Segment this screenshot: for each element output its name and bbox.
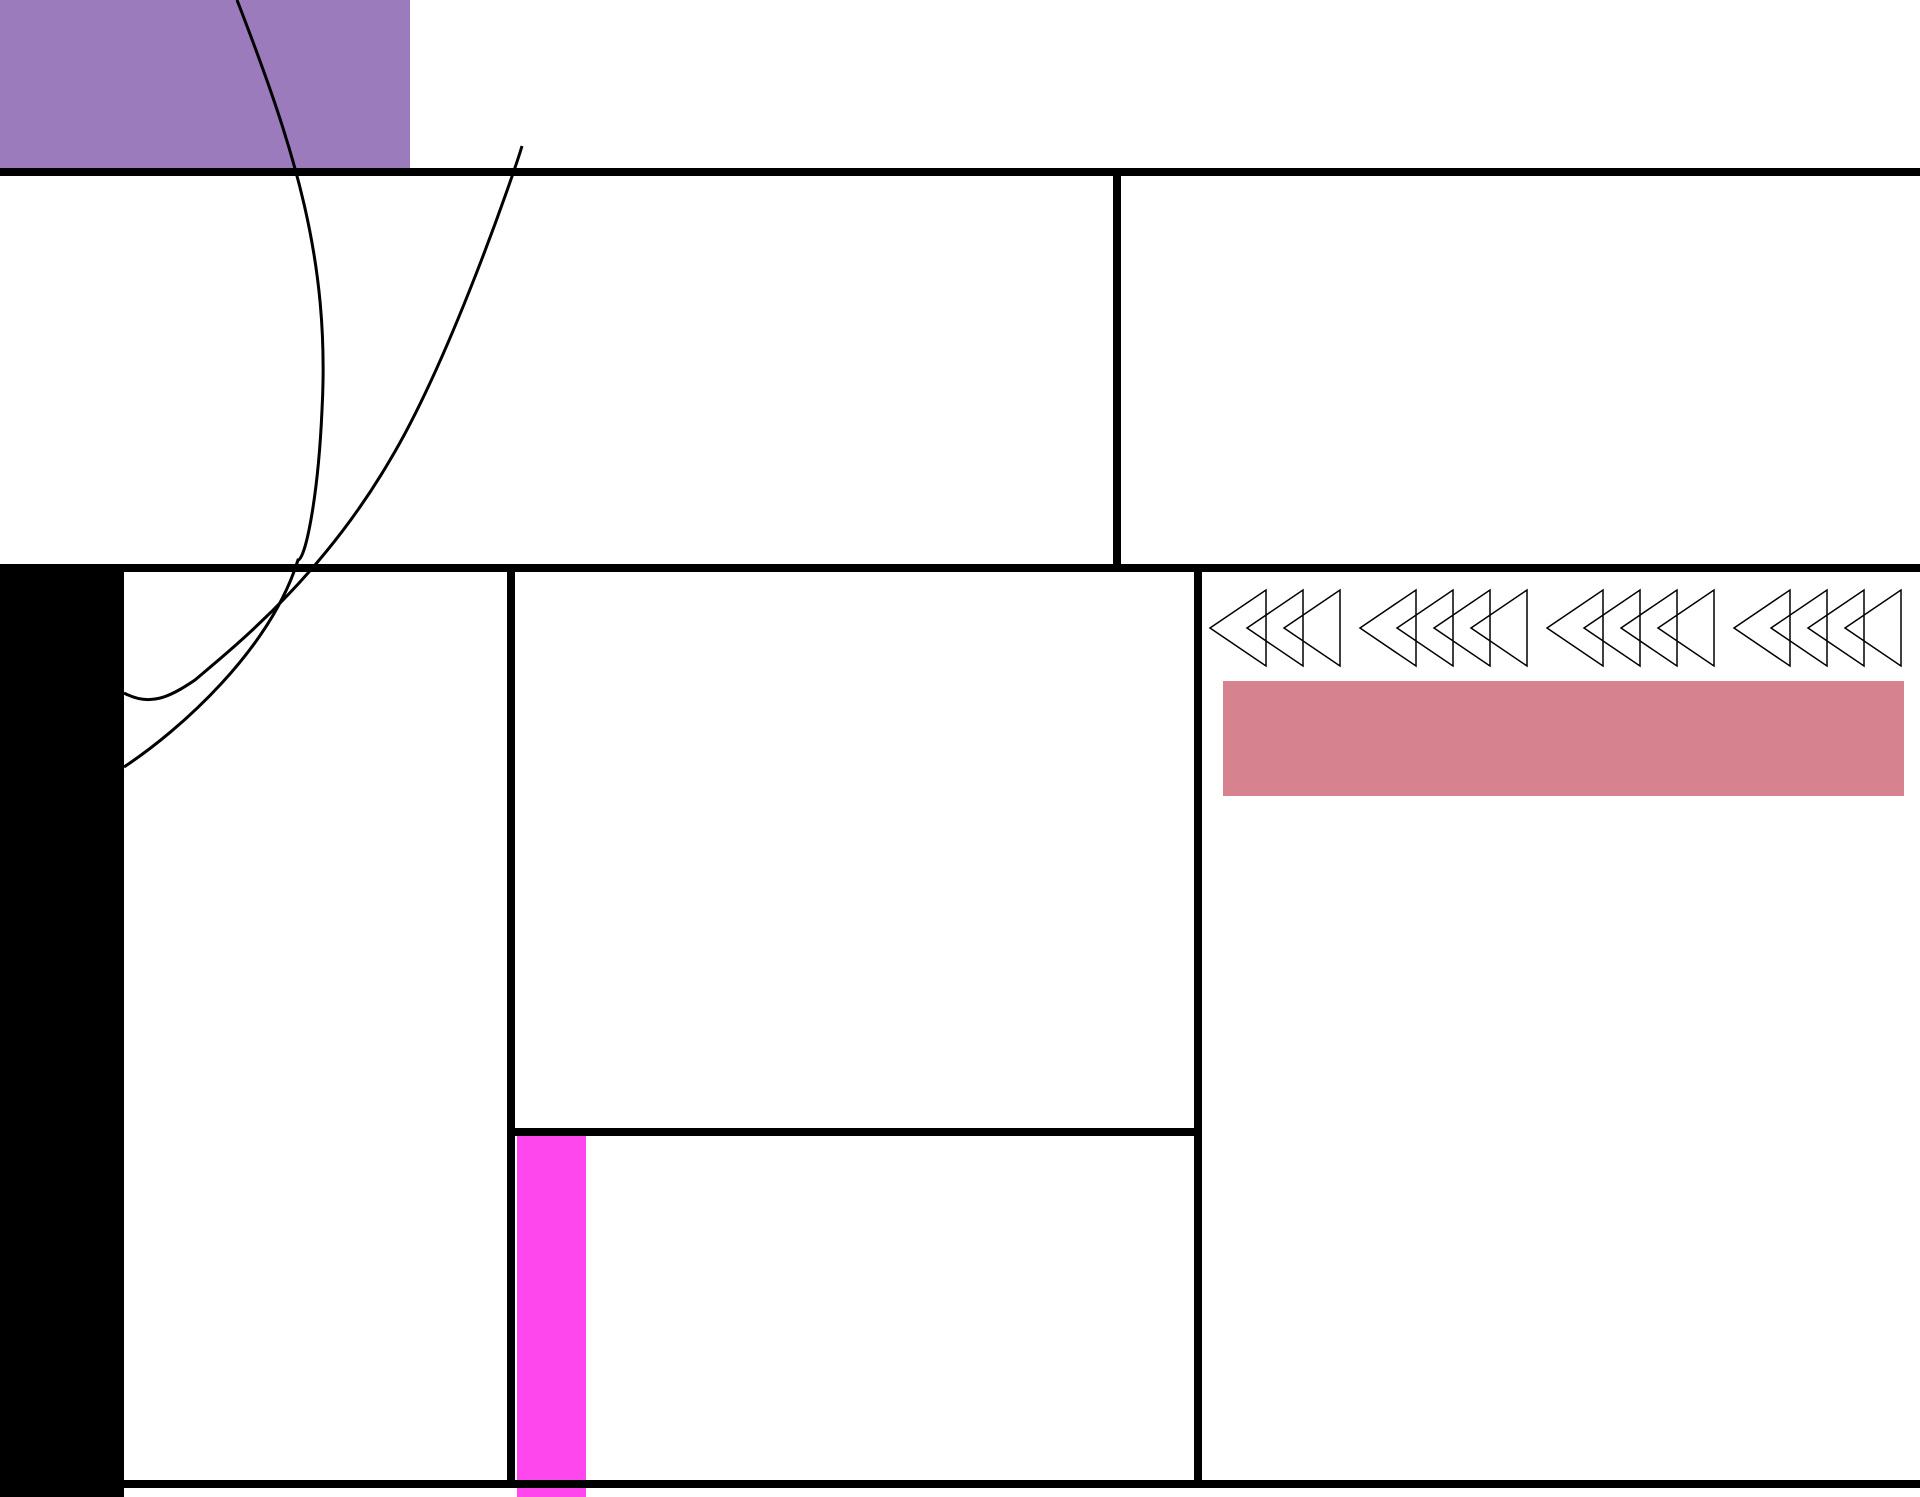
violet-block — [0, 0, 410, 168]
magenta-block — [517, 1136, 586, 1497]
rose-block — [1223, 681, 1904, 796]
black-block — [0, 565, 124, 1497]
